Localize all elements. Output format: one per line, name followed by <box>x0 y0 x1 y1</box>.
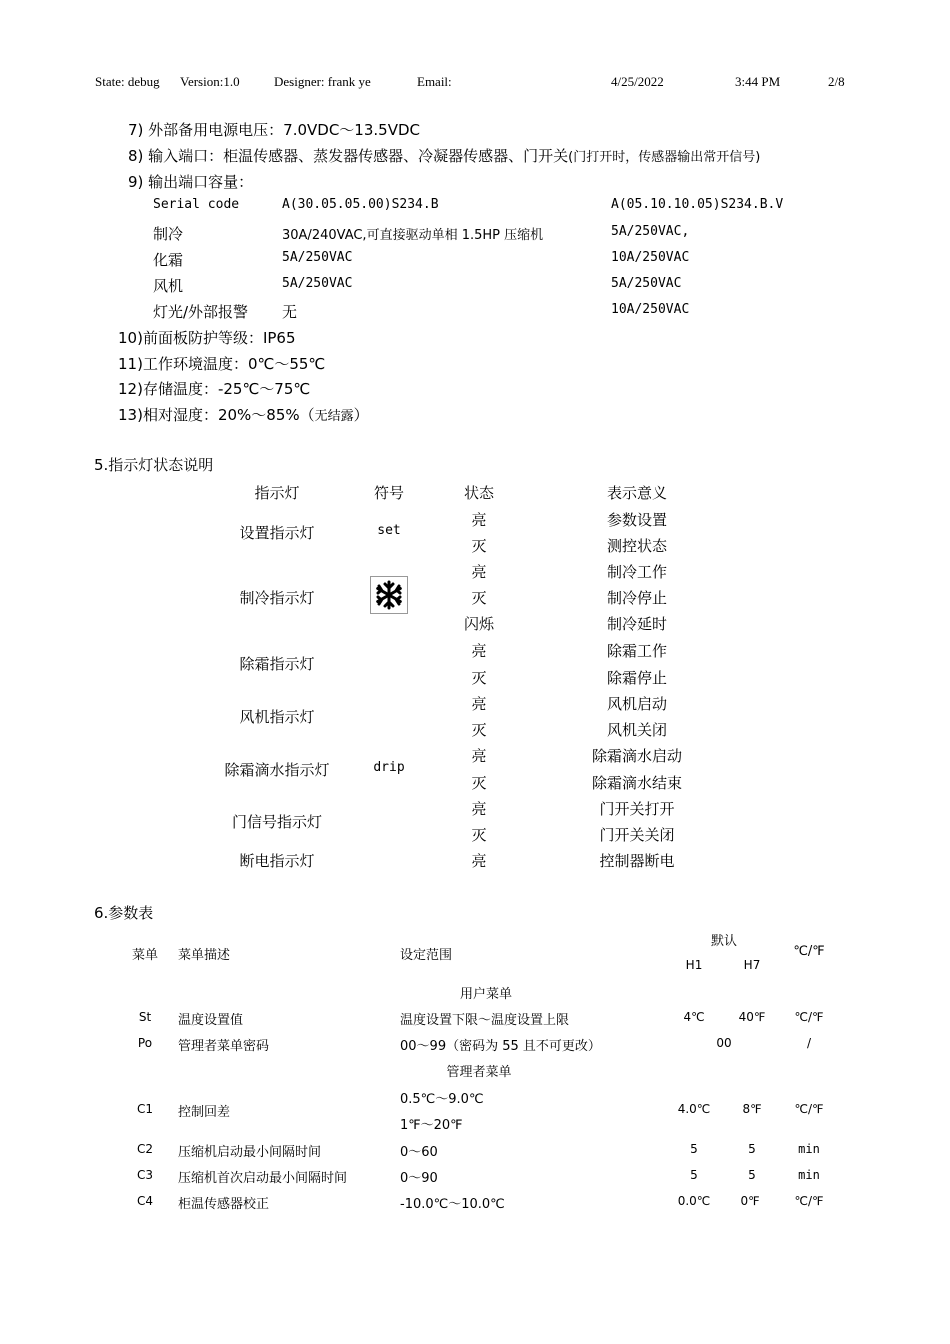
section-title: 5.指示灯状态说明 <box>94 456 214 474</box>
indicator-meaning: 除霜滴水启动 <box>591 747 683 765</box>
indicator-state: 亮 <box>471 511 487 529</box>
param-header-desc: 菜单描述 <box>178 948 231 963</box>
indicator-meaning: 除霜滴水结束 <box>591 774 683 792</box>
indicator-meaning: 除霜工作 <box>606 642 668 660</box>
output-cell: 30A/240VAC,可直接驱动单相 1.5HP 压缩机 <box>282 228 544 243</box>
indicator-meaning: 门开关关闭 <box>599 826 675 844</box>
indicator-state: 亮 <box>471 563 487 581</box>
header-version: Version:1.0 <box>180 74 240 89</box>
user-menu-label: 用户菜单 <box>459 987 513 1002</box>
indicator-name: 断电指示灯 <box>239 852 315 870</box>
param-code: C2 <box>136 1142 154 1156</box>
spec-humidity <box>118 404 369 425</box>
spec-humidity-text: 13)相对湿度：20%～85%（ <box>118 406 315 424</box>
indicator-symbol: drip <box>373 760 405 775</box>
header-page-number: 2/8 <box>828 74 845 89</box>
param-desc: 压缩机启动最小间隔时间 <box>178 1145 322 1160</box>
param-default-h7: 5 <box>748 1168 756 1182</box>
param-range: 1℉～20℉ <box>400 1118 463 1133</box>
indicator-header: 指示灯 <box>254 484 300 502</box>
spec-ip-rating: 10)前面板防护等级：IP65 <box>118 329 296 347</box>
param-range: 00～99（密码为 55 且不可更改） <box>400 1039 601 1054</box>
indicator-meaning: 风机启动 <box>606 695 668 713</box>
param-header-h7: H7 <box>743 958 761 972</box>
param-default-h1: 4.0℃ <box>677 1102 711 1116</box>
indicator-meaning: 门开关打开 <box>599 800 675 818</box>
param-header-h1: H1 <box>685 958 703 972</box>
indicator-state: 灭 <box>471 589 487 607</box>
header-date: 4/25/2022 <box>611 74 664 89</box>
snowflake-icon <box>370 576 408 614</box>
indicator-meaning: 测控状态 <box>606 537 668 555</box>
spec-input-ports <box>128 145 760 166</box>
indicator-meaning: 制冷工作 <box>606 563 668 581</box>
indicator-state: 灭 <box>471 537 487 555</box>
spec-humidity-end: ） <box>353 406 369 424</box>
output-cell: A(05.10.10.05)S234.B.V <box>611 197 784 212</box>
output-cell: A(30.05.05.00)S234.B <box>282 197 439 212</box>
indicator-state: 亮 <box>471 852 487 870</box>
param-default-h7: 5 <box>748 1142 756 1156</box>
param-default-h1: 0.0℃ <box>677 1194 711 1208</box>
param-default-h7: 40℉ <box>738 1010 766 1024</box>
param-default-h7: 0℉ <box>740 1194 760 1208</box>
indicator-header: 表示意义 <box>606 484 668 502</box>
param-desc: 管理者菜单密码 <box>178 1039 270 1054</box>
header-time: 3:44 PM <box>735 74 781 89</box>
output-cell: 5A/250VAC <box>282 250 353 265</box>
indicator-symbol: set <box>377 523 401 538</box>
param-header-default: 默认 <box>710 934 738 949</box>
indicator-name: 风机指示灯 <box>239 708 315 726</box>
indicator-meaning: 制冷停止 <box>606 589 668 607</box>
output-cell: 5A/250VAC, <box>611 224 690 239</box>
indicator-name: 除霜滴水指示灯 <box>224 761 330 779</box>
param-unit: ℃/℉ <box>794 1010 824 1024</box>
param-code: C4 <box>136 1194 154 1208</box>
param-header-range: 设定范围 <box>400 948 453 963</box>
output-cell: 10A/250VAC <box>611 250 690 265</box>
param-default-h1: 4℃ <box>683 1010 705 1024</box>
output-cell: Serial code <box>153 197 240 212</box>
indicator-header: 状态 <box>463 484 495 502</box>
param-unit: min <box>798 1142 820 1156</box>
indicator-meaning: 控制器断电 <box>599 852 675 870</box>
indicator-meaning: 除霜停止 <box>606 669 668 687</box>
indicator-state: 灭 <box>471 774 487 792</box>
snowflake-glyph <box>374 580 404 610</box>
indicator-name: 除霜指示灯 <box>239 655 315 673</box>
param-unit: ℃/℉ <box>794 1194 824 1208</box>
indicator-state: 灭 <box>471 826 487 844</box>
spec-input-ports-note: (门打开时，传感器输出常开信号) <box>568 150 761 165</box>
indicator-state: 亮 <box>471 695 487 713</box>
param-code: C3 <box>136 1168 154 1182</box>
param-default: 00 <box>716 1036 732 1050</box>
param-unit: min <box>798 1168 820 1182</box>
output-cell: 5A/250VAC <box>611 276 682 291</box>
header-designer: Designer: frank ye <box>274 74 371 89</box>
header-email: Email: <box>417 74 452 89</box>
spec-working-temp: 11)工作环境温度：0℃～55℃ <box>118 355 326 373</box>
indicator-state: 亮 <box>471 642 487 660</box>
param-unit: ℃/℉ <box>794 1102 824 1116</box>
param-desc: 柜温传感器校正 <box>178 1197 270 1212</box>
spec-input-ports-text: 8) 输入端口：柜温传感器、蒸发器传感器、冷凝器传感器、门开关 <box>128 147 569 165</box>
spec-backup-voltage: 7) 外部备用电源电压：7.0VDC～13.5VDC <box>128 121 420 139</box>
output-cell: 化霜 <box>153 251 184 269</box>
output-cell: 5A/250VAC <box>282 276 353 291</box>
indicator-name: 设置指示灯 <box>239 524 315 542</box>
output-cell: 制冷 <box>153 225 184 243</box>
param-range: 0～90 <box>400 1171 438 1186</box>
param-default-h1: 5 <box>690 1168 698 1182</box>
output-cell: 10A/250VAC <box>611 302 690 317</box>
indicator-header: 符号 <box>373 484 405 502</box>
indicator-meaning: 参数设置 <box>606 511 668 529</box>
indicator-state: 亮 <box>471 747 487 765</box>
param-default-h7: 8℉ <box>742 1102 762 1116</box>
param-unit: / <box>806 1036 812 1050</box>
param-desc: 压缩机首次启动最小间隔时间 <box>178 1171 348 1186</box>
param-code: St <box>138 1010 152 1024</box>
header-state: State: debug <box>95 74 160 89</box>
indicator-state: 灭 <box>471 721 487 739</box>
indicator-state: 亮 <box>471 800 487 818</box>
indicator-state: 灭 <box>471 669 487 687</box>
param-header-menu: 菜单 <box>132 948 159 963</box>
indicator-state: 闪烁 <box>463 615 495 633</box>
output-cell: 无 <box>282 303 298 321</box>
indicator-name: 制冷指示灯 <box>239 589 315 607</box>
param-range: -10.0℃～10.0℃ <box>400 1197 505 1212</box>
param-desc: 温度设置值 <box>178 1013 244 1028</box>
section-title: 6.参数表 <box>94 904 154 922</box>
spec-output-capacity: 9) 输出端口容量： <box>128 173 254 191</box>
param-range: 0～60 <box>400 1145 438 1160</box>
output-cell: 风机 <box>153 277 184 295</box>
spec-storage-temp: 12)存储温度：-25℃～75℃ <box>118 380 311 398</box>
param-header-unit: ℃/℉ <box>793 944 825 959</box>
indicator-meaning: 风机关闭 <box>606 721 668 739</box>
indicator-meaning: 制冷延时 <box>606 615 668 633</box>
param-range: 0.5℃～9.0℃ <box>400 1092 484 1107</box>
indicator-name: 门信号指示灯 <box>231 813 323 831</box>
param-range: 温度设置下限～温度设置上限 <box>400 1013 570 1028</box>
output-cell: 灯光/外部报警 <box>153 303 249 321</box>
admin-menu-label: 管理者菜单 <box>446 1065 512 1080</box>
param-default-h1: 5 <box>690 1142 698 1156</box>
param-code: Po <box>137 1036 153 1050</box>
param-code: C1 <box>136 1102 154 1116</box>
spec-humidity-note: 无结露 <box>314 409 354 424</box>
param-desc: 控制回差 <box>178 1105 231 1120</box>
